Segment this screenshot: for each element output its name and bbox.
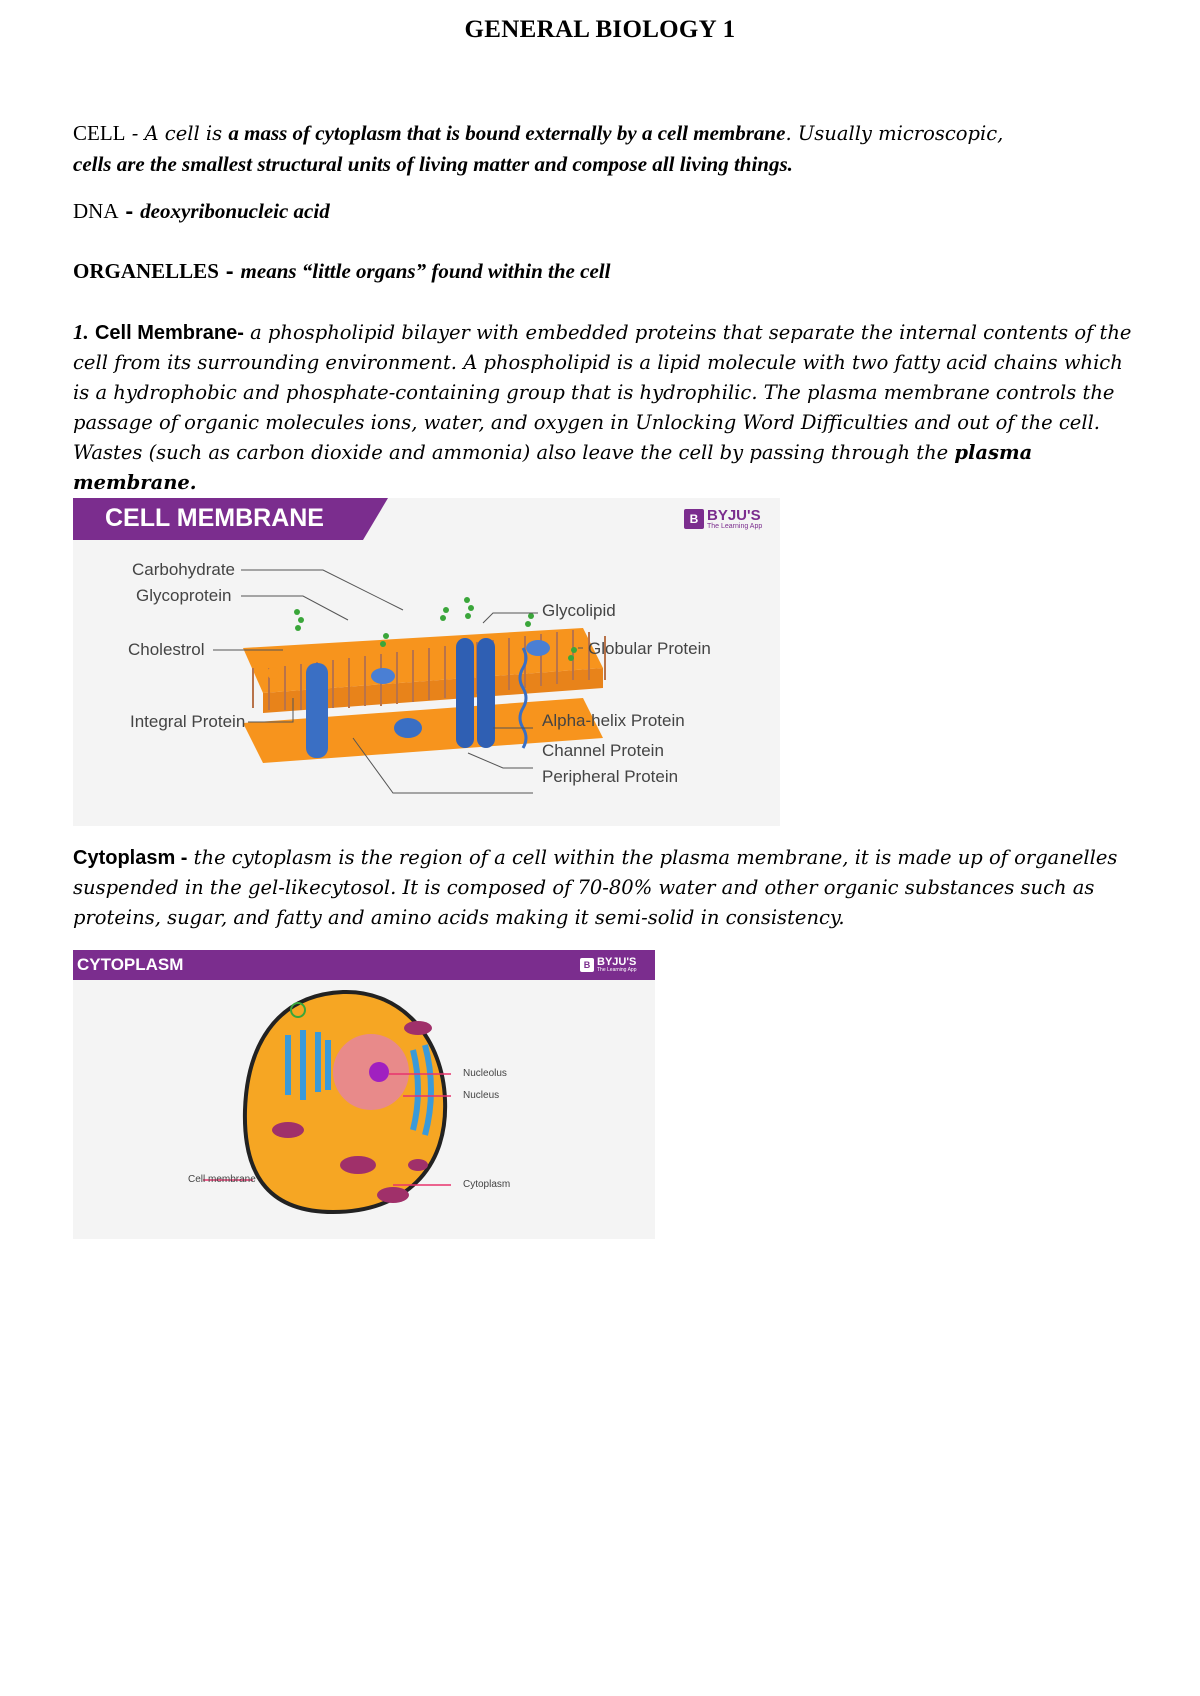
cell-term: CELL bbox=[73, 121, 126, 145]
dna-term: DNA bbox=[73, 199, 119, 223]
cell-membrane-def-bold: plasma membrane. bbox=[73, 441, 1033, 494]
cell-def-bold2: cells are the smallest structural units of living matter and compose all living things. bbox=[73, 152, 793, 176]
organelles-definition bbox=[73, 256, 1143, 287]
cytoplasm-byjus-logo bbox=[580, 957, 636, 973]
cell-membrane-def: a phospholipid bilayer with embedded proteins that separate the internal contents of the cell from its surrounding environment. A phospholipid is a lipid molecule with two fatty acid chains which is a hydrophobic and phosphate-containing group that is hydrophilic. The plasma membrane controls the passage of organic molecules ions, water, and oxygen in Unlocking Word Difficulties and out of the cell. Wastes (such as carbon dioxide and ammonia) also leave the cell by passing through the bbox=[73, 321, 1132, 464]
organelles-def: means “little organs” found within the cell bbox=[240, 259, 611, 283]
label-glycoprotein: Glycoprotein bbox=[136, 586, 232, 605]
dna-def: deoxyribonucleic acid bbox=[140, 199, 330, 223]
label-carbohydrate: Carbohydrate bbox=[132, 560, 236, 579]
label-channel-protein: Channel Protein bbox=[542, 741, 664, 760]
label-cytoplasm: Cytoplasm bbox=[463, 1179, 511, 1190]
membrane-tagline: The Learning App bbox=[707, 523, 763, 530]
peripheral-protein bbox=[394, 718, 422, 738]
organelles-sep: - bbox=[218, 260, 241, 283]
label-globular-protein: Globular Protein bbox=[588, 639, 711, 658]
cytoplasm-banner: CYTOPLASM bbox=[77, 955, 184, 974]
cytoplasm-def: the cytoplasm is the region of a cell within the plasma membrane, it is made up of organelles suspended in the gel-likecytosol. It is composed of 70-80% water and other organic substances such as proteins, sugar, and fatty and amino acids making it semi-solid in consistency. bbox=[73, 846, 1118, 929]
integral-protein bbox=[306, 663, 328, 758]
label-nucleolus: Nucleolus bbox=[463, 1068, 507, 1079]
channel-protein-right bbox=[477, 638, 495, 748]
nucleolus bbox=[369, 1062, 389, 1082]
globular-protein-a bbox=[371, 668, 395, 684]
cytoplasm-diagram bbox=[73, 950, 655, 1239]
cytoplasm-figure bbox=[73, 950, 655, 1239]
membrane-byjus-logo bbox=[684, 508, 762, 530]
cell-membrane-definition bbox=[73, 317, 1143, 498]
label-glycolipid: Glycolipid bbox=[542, 601, 616, 620]
cell-membrane-term: Cell Membrane- bbox=[94, 322, 244, 344]
cell-def-intro: A cell is bbox=[144, 122, 229, 145]
label-alpha-helix-protein: Alpha-helix Protein bbox=[542, 711, 685, 730]
cell-def-mid: . Usually microscopic, bbox=[785, 122, 1004, 145]
channel-protein-left bbox=[456, 638, 474, 748]
label-nucleus: Nucleus bbox=[463, 1090, 500, 1101]
cell-membrane-figure bbox=[73, 498, 780, 826]
cell-definition bbox=[73, 118, 1143, 180]
cytoplasm-brand: BYJU'S bbox=[597, 956, 637, 968]
organelles-term: ORGANELLES bbox=[73, 259, 219, 283]
dna-sep: - bbox=[118, 200, 141, 223]
membrane-brand: BYJU'S bbox=[707, 507, 761, 524]
cell-def-bold1: a mass of cytoplasm that is bound externally by a cell membrane bbox=[228, 121, 786, 145]
label-peripheral-protein: Peripheral Protein bbox=[542, 767, 679, 786]
cytoplasm-term: Cytoplasm - bbox=[73, 847, 188, 869]
label-cell-membrane: Cell membrane bbox=[188, 1174, 256, 1185]
byjus-icon: B bbox=[684, 509, 704, 529]
label-integral-protein: Integral Protein bbox=[130, 712, 246, 731]
cytoplasm-definition bbox=[73, 843, 1143, 933]
label-cholestrol: Cholestrol bbox=[128, 640, 205, 659]
membrane-banner: CELL MEMBRANE bbox=[105, 504, 324, 532]
cell-membrane-number: 1. bbox=[73, 320, 89, 344]
byjus-icon: B bbox=[580, 958, 594, 972]
page-title: GENERAL BIOLOGY 1 bbox=[464, 16, 736, 43]
cell-sep: - bbox=[125, 122, 145, 145]
dna-definition bbox=[73, 196, 1143, 227]
globular-protein-b bbox=[526, 640, 550, 656]
cytoplasm-tagline: The Learning App bbox=[597, 967, 637, 973]
